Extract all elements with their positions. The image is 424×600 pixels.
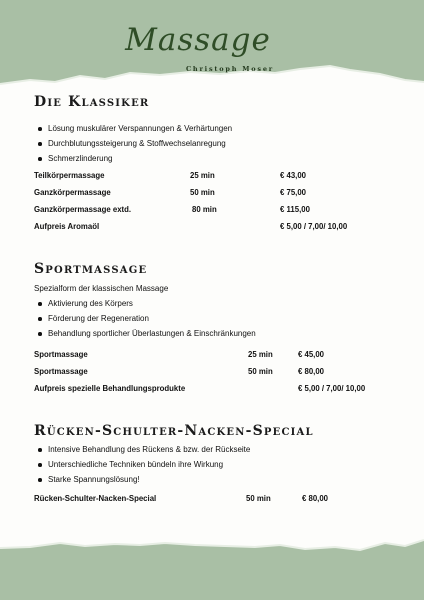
price: € 43,00 xyxy=(280,171,307,180)
list-item: Starke Spannungslösung! xyxy=(36,472,250,487)
price: € 80,00 xyxy=(302,494,329,503)
price: € 45,00 xyxy=(298,350,325,359)
price-row xyxy=(34,171,394,185)
list-item: Schmerzlinderung xyxy=(36,151,232,166)
logo-name: Christoph Moser xyxy=(185,65,275,73)
section-intro: Spezialform der klassischen Massage xyxy=(34,284,169,293)
list-item: Unterschiedliche Techniken bündeln ihre Wirkung xyxy=(36,457,250,472)
treatment-name: Sportmassage xyxy=(34,350,88,359)
klassiker-bullets xyxy=(36,121,232,166)
price: € 5,00 / 7,00/ 10,00 xyxy=(280,222,348,231)
duration: 50 min xyxy=(246,494,271,503)
list-item: Behandlung sportlicher Überlastungen & Einschränkungen xyxy=(36,326,256,341)
treatment-name: Ganzkörpermassage xyxy=(34,188,111,197)
price-row xyxy=(34,494,394,508)
price-row xyxy=(34,222,394,236)
section-title-klassiker: Die Klassiker xyxy=(34,94,150,110)
list-item: Aktivierung des Körpers xyxy=(36,296,256,311)
price-row xyxy=(34,367,414,381)
list-item: Intensive Behandlung des Rückens & bzw. der Rückseite xyxy=(36,442,250,457)
price-row xyxy=(34,350,414,364)
list-item: Durchblutungssteigerung & Stoffwechselanregung xyxy=(36,136,232,151)
duration: 80 min xyxy=(192,205,217,214)
duration: 50 min xyxy=(248,367,273,376)
price: € 75,00 xyxy=(280,188,307,197)
duration: 25 min xyxy=(190,171,215,180)
logo-script: Massage xyxy=(125,22,271,58)
treatment-name: Aufpreis spezielle Behandlungsprodukte xyxy=(34,384,186,393)
treatment-name: Aufpreis Aromaöl xyxy=(34,222,100,231)
treatment-name: Sportmassage xyxy=(34,367,88,376)
sportmassage-bullets xyxy=(36,296,256,341)
list-item: Förderung der Regeneration xyxy=(36,311,256,326)
duration: 25 min xyxy=(248,350,273,359)
treatment-name: Ganzkörpermassage extd. xyxy=(34,205,132,214)
price-row xyxy=(34,384,414,398)
price: € 115,00 xyxy=(280,205,310,214)
price: € 80,00 xyxy=(298,367,325,376)
duration: 50 min xyxy=(190,188,215,197)
special-bullets xyxy=(36,442,250,487)
price-row xyxy=(34,205,394,219)
price: € 5,00 / 7,00/ 10,00 xyxy=(298,384,366,393)
price-row xyxy=(34,188,394,202)
section-title-sportmassage: Sportmassage xyxy=(34,261,148,277)
treatment-name: Teilkörpermassage xyxy=(34,171,105,180)
treatment-name: Rücken-Schulter-Nacken-Special xyxy=(34,494,157,503)
section-title-special: Rücken-Schulter-Nacken-Special xyxy=(34,423,314,439)
list-item: Lösung muskulärer Verspannungen & Verhärtungen xyxy=(36,121,232,136)
